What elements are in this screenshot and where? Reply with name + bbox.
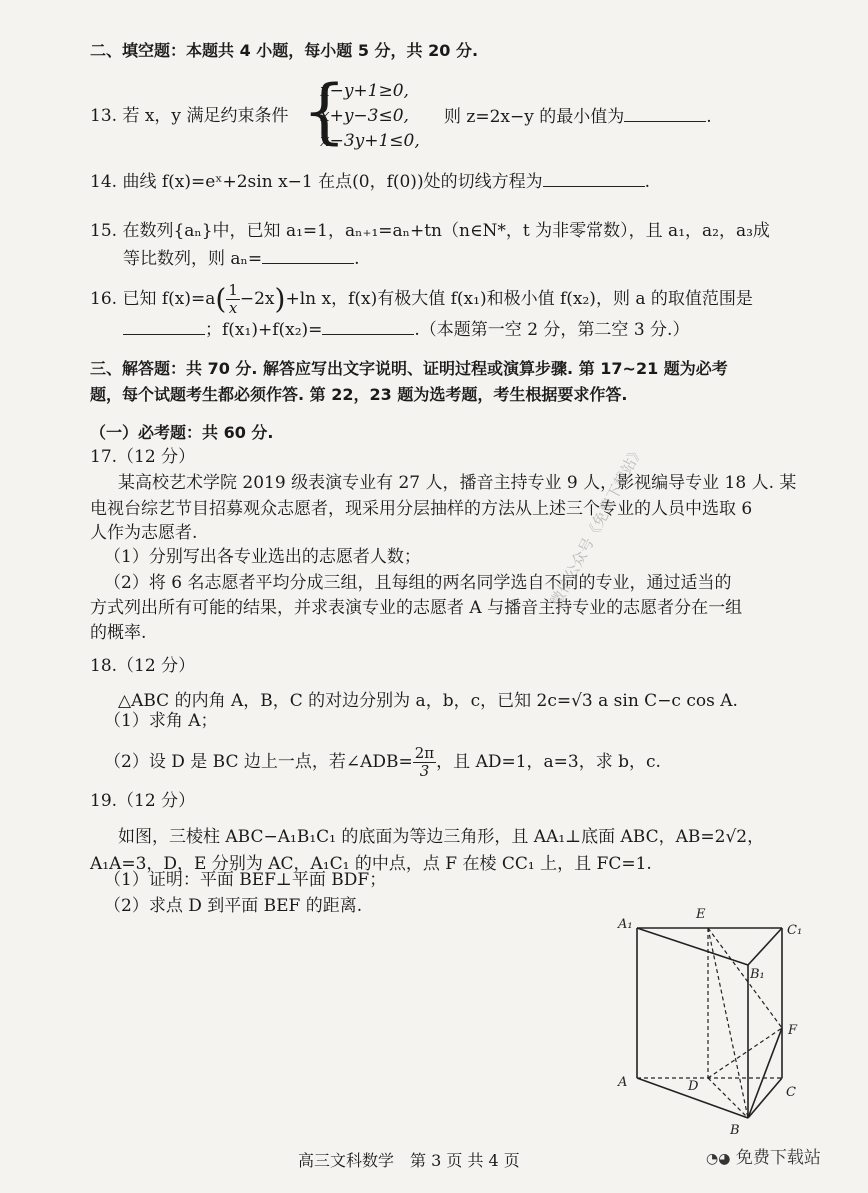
section-title-answer-2: 题，每个试题考生都必须作答. 第 22，23 题为选考题，考生根据要求作答. (90, 385, 628, 404)
q13-constraint-3: x−3y+1≤0, (320, 131, 420, 151)
label-d: D (688, 1079, 699, 1094)
q13-prefix: 13. 若 x，y 满足约束条件 (90, 106, 289, 126)
label-f: F (788, 1023, 798, 1038)
q19-sub-2: （2）求点 D 到平面 BEF 的距离. (104, 896, 363, 916)
q13-suffix: 则 z=2x−y 的最小值为 (444, 107, 625, 127)
wechat-icon: ◔◕ (706, 1151, 731, 1167)
q15-line-2-text: 等比数列，则 aₙ= (123, 249, 263, 269)
q15-end: . (354, 249, 360, 269)
q14-answer-blank[interactable] (543, 170, 645, 187)
q18-sub-1: （1）求角 A； (104, 711, 218, 731)
q18-head: 18.（12 分） (90, 656, 196, 676)
q16-post: −2x (239, 289, 275, 309)
q19-head: 19.（12 分） (90, 791, 196, 811)
q14-text: 14. 曲线 f(x)=eˣ+2sin x−1 在点(0，f(0))处的切线方程为 (90, 172, 543, 192)
edge-e-b (708, 928, 748, 1118)
q16-pre: 16. 已知 f(x)=a (90, 289, 216, 309)
q17-sub-2c: 的概率. (90, 623, 147, 643)
q16-answer-blank-1[interactable] (123, 318, 205, 335)
q16-line2-mid: ；f(x₁)+f(x₂)= (205, 320, 323, 340)
q18-sub-2-pre: （2）设 D 是 BC 边上一点，若∠ADB= (104, 752, 413, 772)
q13-question (444, 105, 712, 128)
section-title-fill-in: 二、填空题：本题共 4 小题，每小题 5 分，共 20 分. (90, 41, 479, 60)
q18-sub-2 (104, 745, 661, 780)
label-a1: A₁ (618, 917, 633, 932)
q18-frac-num: 2π (414, 744, 435, 762)
q17-sub-1: （1）分别写出各专业选出的志愿者人数； (104, 547, 421, 567)
q18-sub-2-post: ，且 AD=1，a=3，求 b，c. (436, 752, 661, 772)
section-title-required: （一）必考题：共 60 分. (90, 423, 274, 442)
q13-constraint-1: x−y+1≥0, (320, 81, 409, 101)
edge-b1-c1 (748, 928, 782, 965)
edge-a1-b1 (637, 928, 748, 965)
q16-fraction (226, 282, 240, 317)
q19-sub-1: （1）证明：平面 BEF⊥平面 BDF； (104, 870, 387, 890)
q16-open-paren: ( (215, 282, 227, 316)
edge-d-f (708, 1028, 782, 1078)
q17-para-3: 人作为志愿者. (90, 523, 198, 543)
q14 (90, 170, 650, 193)
q15-line-2 (123, 247, 360, 270)
q16-line-1 (90, 282, 753, 317)
label-c: C (786, 1085, 796, 1100)
q16-line-2 (123, 318, 689, 341)
q15-line-1: 15. 在数列{aₙ}中，已知 a₁=1，aₙ₊₁=aₙ+tn（n∈N*，t 为非零常数），且 a₁，a₂，a₃成 (90, 221, 770, 241)
footer-brand-text: 免费下载站 (735, 1148, 821, 1168)
section-title-answer-1: 三、解答题：共 70 分. 解答应写出文字说明、证明过程或演算步骤. 第 17~21 题为必考 (90, 359, 728, 378)
label-c1: C₁ (787, 923, 803, 938)
q13-answer-blank[interactable] (624, 105, 706, 122)
q16-frac-num: 1 (228, 281, 238, 299)
footer-brand (706, 1143, 821, 1168)
q17-para-2: 电视台综艺节目招募观众志愿者，现采用分层抽样的方法从上述三个专业的人员中选取 6 (90, 499, 753, 519)
edge-d-b (708, 1078, 748, 1118)
edge-b-f (748, 1028, 782, 1118)
q16-line2-end: .（本题第一空 2 分，第二空 3 分.） (414, 320, 690, 340)
q13-constraint-2: x+y−3≤0, (320, 106, 409, 126)
label-a: A (618, 1075, 628, 1090)
q18-frac-den: 3 (419, 762, 430, 780)
edge-b-c (748, 1078, 782, 1118)
q18-angle-fraction (413, 745, 436, 780)
q14-end: . (644, 172, 650, 192)
q13-end: . (706, 107, 712, 127)
label-b1: B₁ (750, 967, 765, 982)
q17-para-1: 某高校艺术学院 2019 级表演专业有 27 人，播音主持专业 9 人，影视编导专业 18 人. 某 (118, 473, 797, 493)
q13-brace: { (302, 70, 347, 152)
q18-para-1: △ABC 的内角 A，B，C 的对边分别为 a，b，c，已知 2c=√3 a sin C−c cos A. (118, 691, 738, 711)
label-b: B (730, 1123, 740, 1138)
q19-para-2: A₁A=3，D，E 分别为 AC，A₁C₁ 的中点，点 F 在棱 CC₁ 上，且 FC=1. (90, 854, 652, 874)
page-footer: 高三文科数学 第 3 页 共 4 页 (298, 1151, 520, 1170)
prism-figure (600, 900, 830, 1140)
q16-answer-blank-2[interactable] (322, 318, 414, 335)
q17-sub-2b: 方式列出所有可能的结果，并求表演专业的志愿者 A 与播音主持专业的志愿者分在一组 (90, 598, 743, 618)
q15-answer-blank[interactable] (262, 247, 354, 264)
label-e: E (696, 907, 706, 922)
q19-para-1: 如图，三棱柱 ABC−A₁B₁C₁ 的底面为等边三角形，且 AA₁⊥底面 ABC，AB=2√2， (118, 827, 765, 847)
q17-head: 17.（12 分） (90, 447, 196, 467)
q16-frac-den: x (228, 299, 238, 317)
q17-sub-2a: （2）将 6 名志愿者平均分成三组，且每组的两名同学选自不同的专业，通过适当的 (104, 573, 732, 593)
watermark-text: 微信公众号《免费下载站》 (546, 441, 648, 610)
q16-rest: +ln x，f(x)有极大值 f(x₁)和极小值 f(x₂)，则 a 的取值范围是 (285, 289, 753, 309)
q16-close-paren: ) (274, 282, 286, 316)
